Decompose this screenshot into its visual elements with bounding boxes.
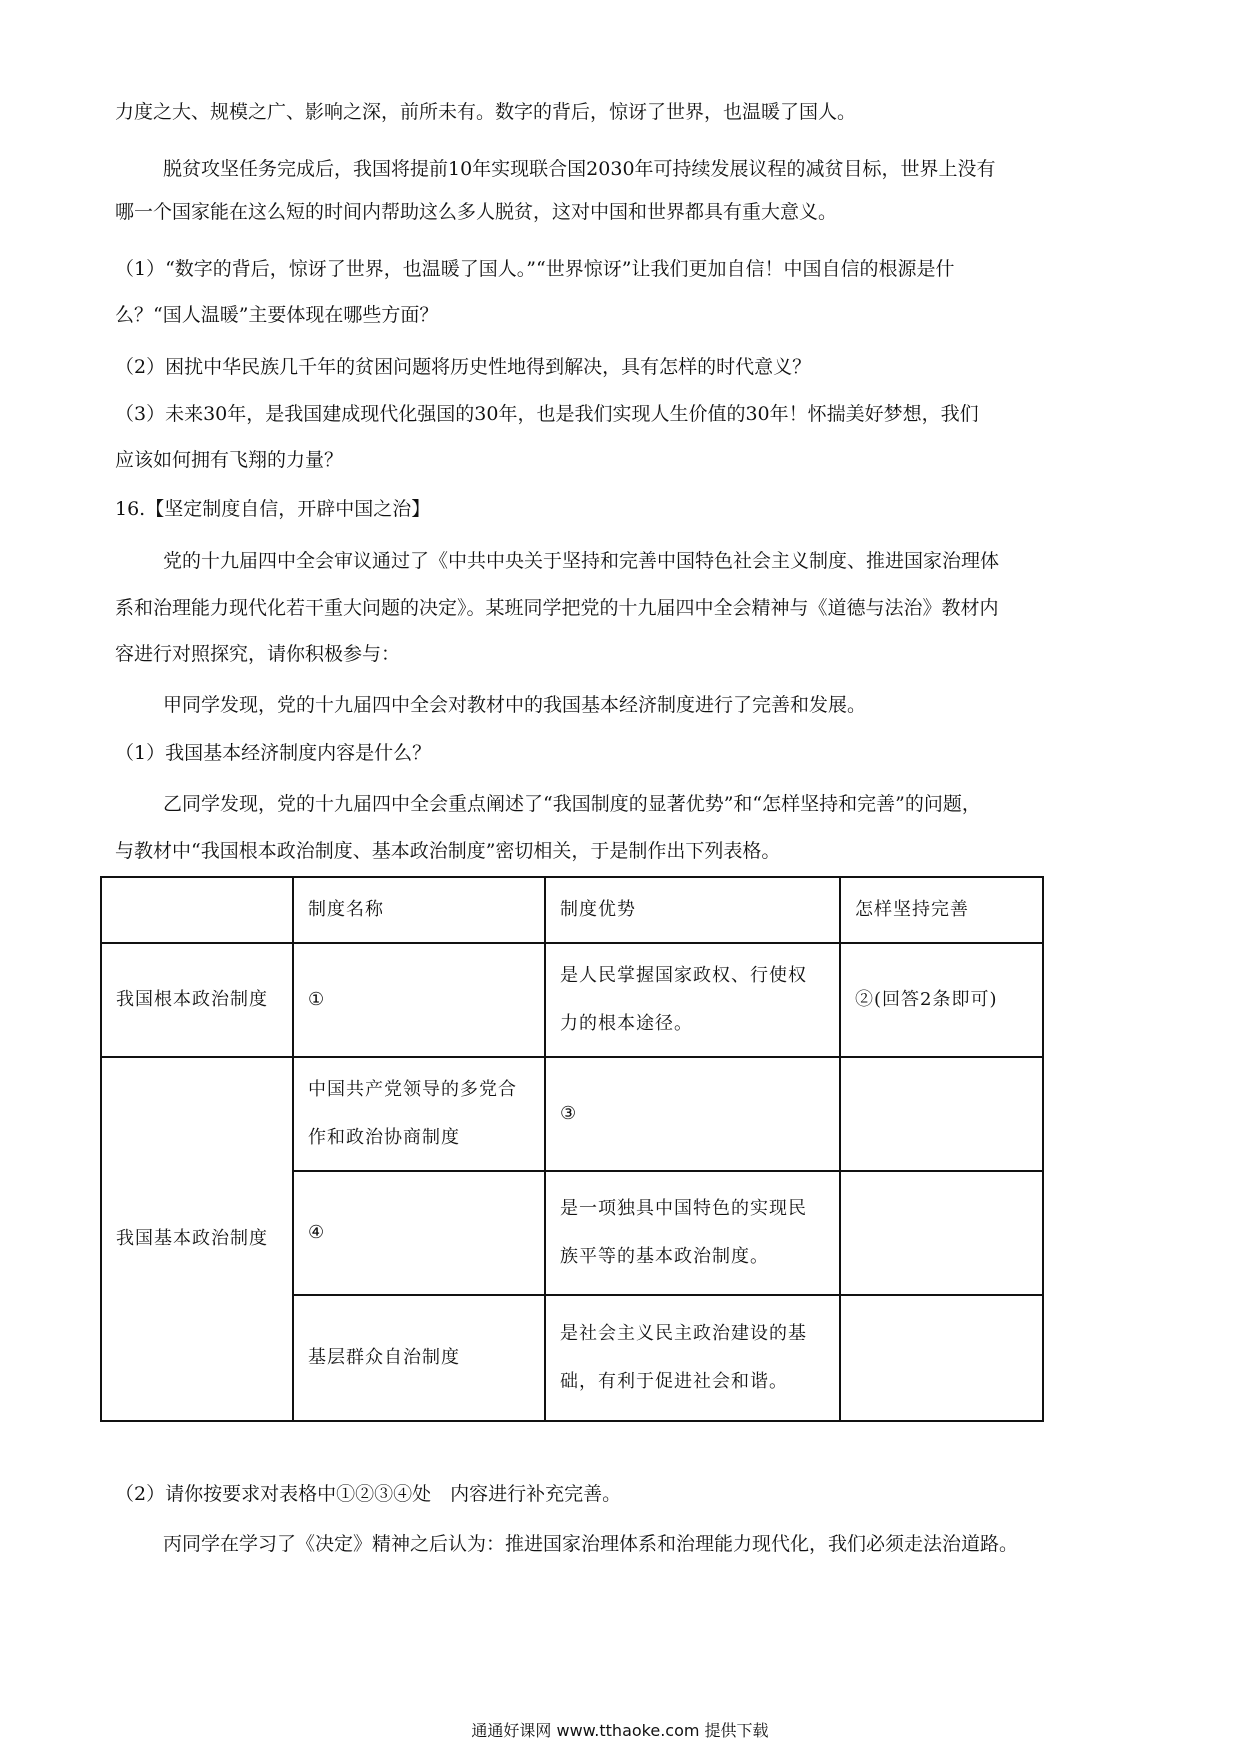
empty-cell <box>840 1295 1043 1421</box>
student-b-line-2: 与教材中“我国根本政治制度、基本政治制度”密切相关，于是制作出下列表格。 <box>115 840 781 862</box>
question-1-line-2: 么？“国人温暖”主要体现在哪些方面？ <box>115 304 439 326</box>
blank-4: ④ <box>293 1171 545 1295</box>
empty-cell <box>840 1057 1043 1171</box>
grassroots-self-governance-system: 基层群众自治制度 <box>293 1295 545 1421</box>
fundamental-system-advantage: 是人民掌握国家政权、行使权力的根本途径。 <box>545 943 840 1057</box>
line-3: 哪一个国家能在这么短的时间内帮助这么多人脱贫，这对中国和世界都具有重大意义。 <box>115 201 838 223</box>
row-basic-system-label: 我国基本政治制度 <box>101 1057 293 1421</box>
section-16-title: 16.【坚定制度自信，开辟中国之治】 <box>115 498 431 520</box>
multi-party-cooperation-system: 中国共产党领导的多党合作和政治协商制度 <box>293 1057 545 1171</box>
sub-question-2: （2）请你按要求对表格中①②③④处 内容进行补充完善。 <box>115 1483 622 1505</box>
intro-line-1: 党的十九届四中全会审议通过了《中共中央关于坚持和完善中国特色社会主义制度、推进国家治理体 <box>163 550 1000 572</box>
header-system-name: 制度名称 <box>293 877 545 943</box>
blank-3: ③ <box>545 1057 840 1171</box>
page-footer: 通通好课网 www.tthaoke.com 提供下载 <box>471 1721 769 1740</box>
question-2: （2）困扰中华民族几千年的贫困问题将历史性地得到解决，具有怎样的时代意义？ <box>115 356 812 378</box>
line-1: 力度之大、规模之广、影响之深，前所未有。数字的背后，惊讶了世界，也温暖了国人。 <box>115 101 857 123</box>
political-system-table <box>100 876 1044 1422</box>
header-how-to-improve: 怎样坚持完善 <box>840 877 1043 943</box>
question-3-line-2: 应该如何拥有飞翔的力量？ <box>115 449 344 471</box>
student-a-finding: 甲同学发现，党的十九届四中全会对教材中的我国基本经济制度进行了完善和发展。 <box>163 694 867 716</box>
student-b-line-1: 乙同学发现，党的十九届四中全会重点阐述了“我国制度的显著优势”和“怎样坚持和完善”的问题， <box>163 793 981 815</box>
grassroots-advantage: 是社会主义民主政治建设的基础，有利于促进社会和谐。 <box>545 1295 840 1421</box>
question-3-line-1: （3）未来30年，是我国建成现代化强国的30年，也是我们实现人生价值的30年！怀揣美好梦想，我们 <box>115 403 979 425</box>
question-1-line-1: （1）“数字的背后，惊讶了世界，也温暖了国人。”“世界惊讶”让我们更加自信！中国自信的根源是什 <box>115 258 955 280</box>
sub-question-1: （1）我国基本经济制度内容是什么？ <box>115 742 432 764</box>
ethnic-autonomy-advantage: 是一项独具中国特色的实现民族平等的基本政治制度。 <box>545 1171 840 1295</box>
blank-1: ① <box>293 943 545 1057</box>
header-system-advantage: 制度优势 <box>545 877 840 943</box>
student-c-finding: 丙同学在学习了《决定》精神之后认为：推进国家治理体系和治理能力现代化，我们必须走法治道路。 <box>163 1533 1019 1555</box>
row-fundamental-system-label: 我国根本政治制度 <box>101 943 293 1057</box>
intro-line-3: 容进行对照探究，请你积极参与： <box>115 643 401 665</box>
line-2: 脱贫攻坚任务完成后，我国将提前10年实现联合国2030年可持续发展议程的减贫目标，世界上没有 <box>163 158 996 180</box>
blank-2: ②(回答2条即可) <box>840 943 1043 1057</box>
empty-cell <box>840 1171 1043 1295</box>
intro-line-2: 系和治理能力现代化若干重大问题的决定》。某班同学把党的十九届四中全会精神与《道德与法治》教材内 <box>115 597 999 619</box>
header-empty <box>101 877 293 943</box>
